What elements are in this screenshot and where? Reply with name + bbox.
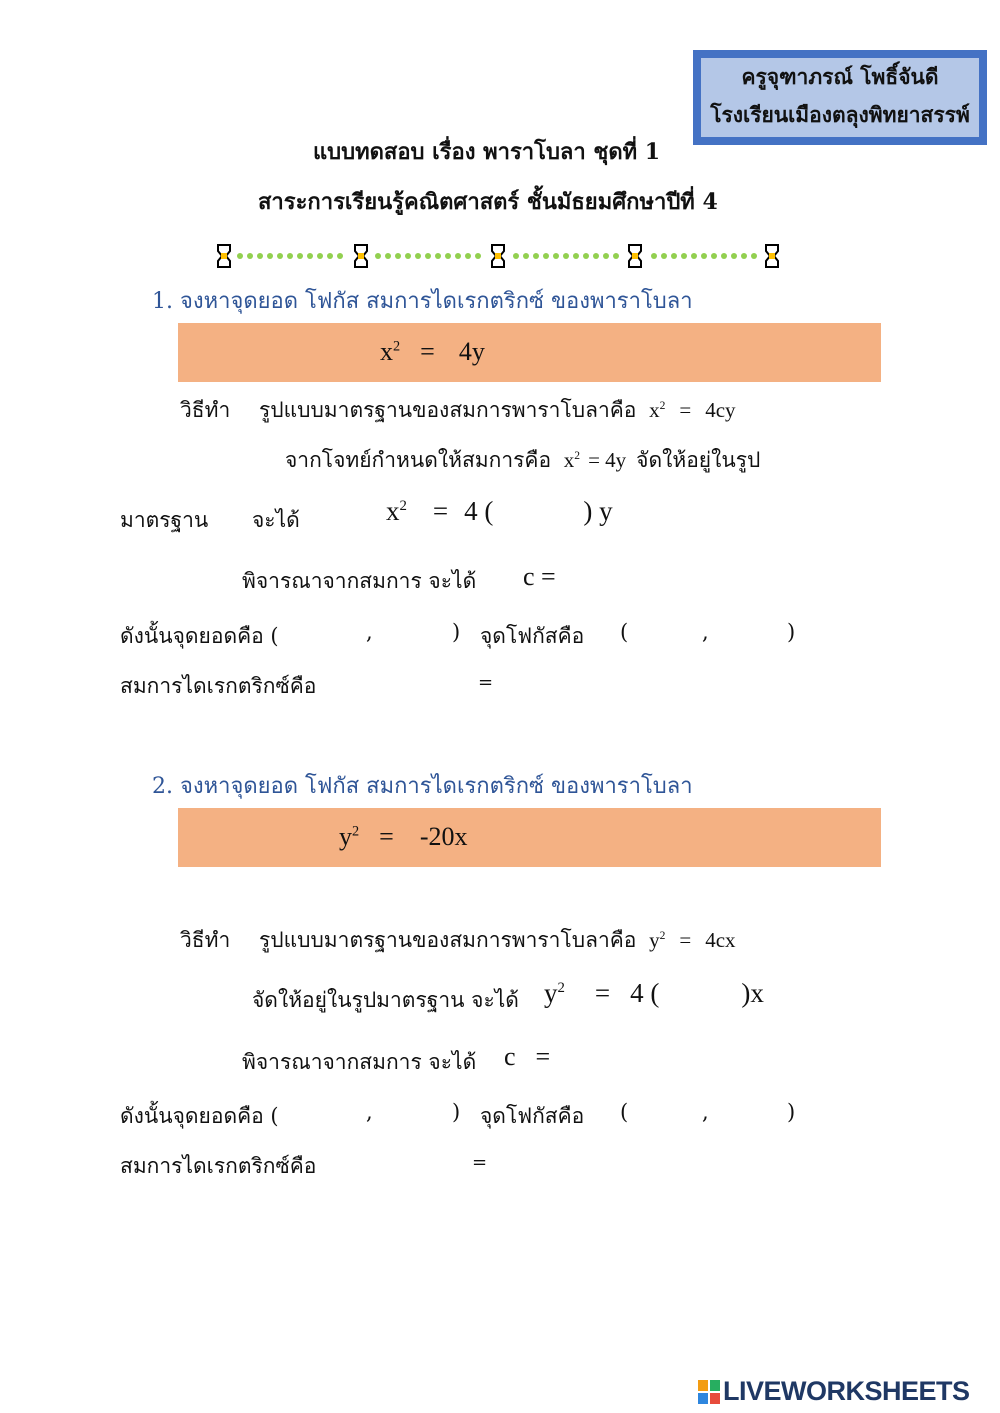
q1-vertex-y-blank[interactable] <box>380 620 448 648</box>
teacher-info-box <box>693 50 987 145</box>
q2-directrix-lhs-blank[interactable] <box>350 1150 465 1178</box>
q2-vertex-y-blank[interactable] <box>380 1100 448 1128</box>
q1-consider: พิจารณาจากสมการ จะได้ <box>242 569 477 593</box>
q2-vertex-x-blank[interactable] <box>300 1100 362 1128</box>
q2-vertex-close: ) <box>452 1100 461 1124</box>
liveworksheets-logo <box>698 1376 970 1407</box>
liveworksheets-logo-icon <box>698 1380 720 1404</box>
q1-directrix-equals: = <box>478 672 494 693</box>
q2-focus-label: จุดโฟกัสคือ <box>480 1104 585 1128</box>
q1-vertex-label: ดังนั้นจุดยอดคือ ( <box>120 624 279 648</box>
worksheet-subtitle: สาระการเรียนรู้คณิตศาสตร์ ชั้นมัธยมศึกษาปีที่ 4 <box>258 189 718 215</box>
q2-consider: พิจารณาจากสมการ จะได้ <box>242 1050 477 1074</box>
q2-equation: $y^2 = -20x$ <box>339 822 468 851</box>
q1-answer-blank-c[interactable] <box>570 562 690 592</box>
q2-vertex-label: ดังนั้นจุดยอดคือ ( <box>120 1104 279 1128</box>
q2-focus-close: ) <box>787 1100 796 1124</box>
q1-standard-form: รูปแบบมาตรฐานของสมการพาราโบลาคือ $x^2 = 4cy$ <box>259 398 736 422</box>
q2-directrix-equals: = <box>472 1152 488 1173</box>
q2-focus-open: ( <box>620 1100 629 1124</box>
q1-prompt: 1. จงหาจุดยอด โฟกัส สมการไดเรกตริกซ์ ของพาราโบลา <box>152 289 693 314</box>
q1-directrix-rhs-blank[interactable] <box>500 670 640 698</box>
q1-method-label: วิธีทำ <box>180 398 231 422</box>
q2-vertex-comma: , <box>366 1100 373 1124</box>
q2-method-label: วิธีทำ <box>180 928 231 952</box>
q1-vertex-comma: , <box>366 620 373 644</box>
q1-focus-label: จุดโฟกัสคือ <box>480 624 585 648</box>
q1-directrix-lhs-blank[interactable] <box>350 670 470 698</box>
q2-focus-x-blank[interactable] <box>634 1100 698 1128</box>
q1-c-equals: c = <box>523 562 556 591</box>
q1-focus-close: ) <box>787 620 796 644</box>
school-name: โรงเรียนเมืองตลุงพิทยาสรรพ์ <box>710 102 970 127</box>
decorative-divider <box>212 240 788 272</box>
q2-c-label: c = <box>504 1042 551 1071</box>
q1-focus-comma: , <box>702 620 709 644</box>
q2-prompt: 2. จงหาจุดยอด โฟกัส สมการไดเรกตริกซ์ ของพาราโบลา <box>152 774 693 799</box>
q1-given: จากโจทย์กำหนดให้สมการคือ $x^2 = 4y$ จัดให้อยู่ในรูป <box>285 448 761 472</box>
q1-focus-open: ( <box>620 620 629 644</box>
q2-directrix-label: สมการไดเรกตริกซ์คือ <box>120 1154 317 1178</box>
q1-focus-y-blank[interactable] <box>716 620 782 648</box>
q1-focus-x-blank[interactable] <box>634 620 698 648</box>
liveworksheets-brand: LIVEWORKSHEETS <box>723 1376 970 1406</box>
q2-standard-form: รูปแบบมาตรฐานของสมการพาราโบลาคือ $y^2 = 4cx$ <box>259 928 736 952</box>
q1-fill-equation: $x^2 = 4$ ( ) y <box>386 496 613 526</box>
q1-vertex-x-blank[interactable] <box>300 620 362 648</box>
q1-directrix-label: สมการไดเรกตริกซ์คือ <box>120 674 317 698</box>
worksheet-title: แบบทดสอบ เรื่อง พาราโบลา ชุดที่ 1 <box>313 139 661 165</box>
q2-focus-y-blank[interactable] <box>716 1100 782 1128</box>
q2-answer-blank-c[interactable] <box>570 1042 690 1072</box>
q1-will-get: จะได้ <box>252 508 300 532</box>
q1-standard-label: มาตรฐาน <box>120 508 209 532</box>
q1-equation-bar <box>178 323 881 382</box>
q2-focus-comma: , <box>702 1100 709 1124</box>
q1-vertex-close: ) <box>452 620 461 644</box>
q2-directrix-rhs-blank[interactable] <box>495 1150 635 1178</box>
teacher-name: ครูจุฑาภรณ์ โพธิ์จันดี <box>741 64 939 89</box>
q1-equation: $x^2 = 4y$ <box>380 337 485 366</box>
q2-equation-bar <box>178 808 881 867</box>
q2-fill-equation: $y^2 = 4$ ( )x <box>544 978 764 1008</box>
q2-arrange: จัดให้อยู่ในรูปมาตรฐาน จะได้ <box>252 988 519 1012</box>
